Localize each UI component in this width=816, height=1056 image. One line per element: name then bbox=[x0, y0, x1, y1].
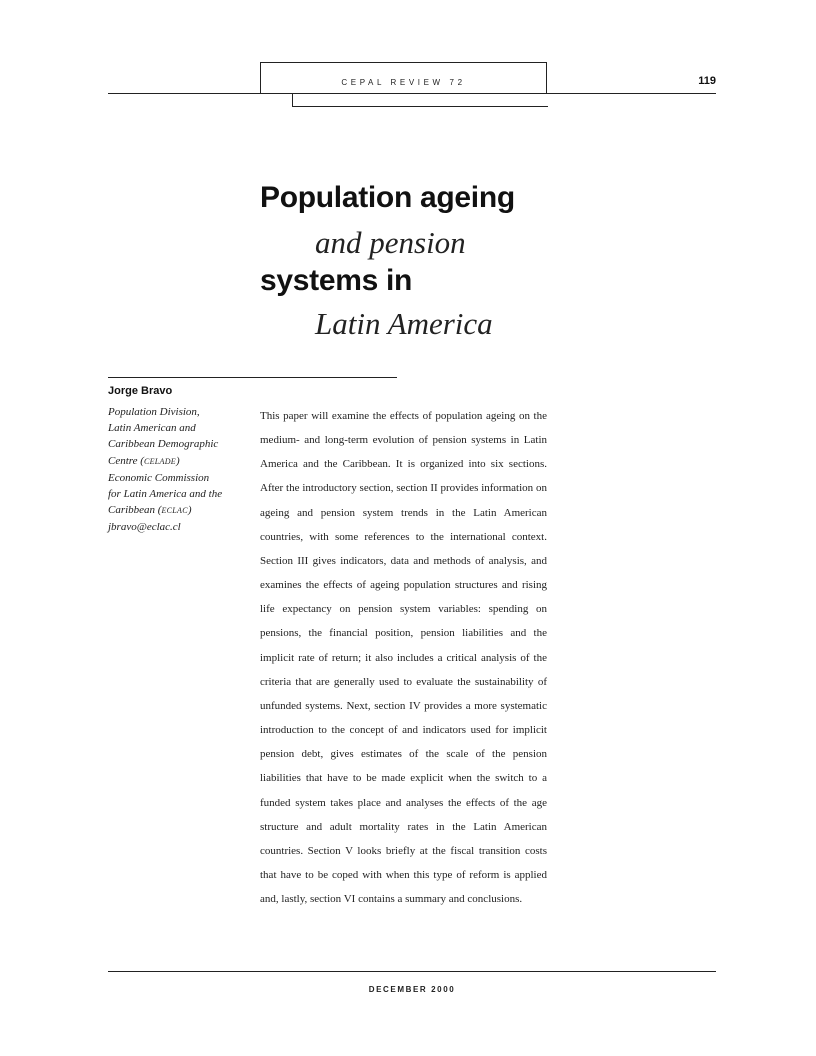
affiliation-acronym: ECLAC bbox=[161, 506, 188, 516]
affiliation-line: Economic Commission bbox=[108, 471, 210, 484]
author-email[interactable]: jbravo@eclac.cl bbox=[108, 521, 181, 534]
header-decoration-rule bbox=[292, 106, 548, 107]
footer-date: DECEMBER 2000 bbox=[368, 985, 456, 994]
affiliation-line bbox=[108, 453, 248, 470]
affiliation-line bbox=[108, 502, 248, 519]
title-line-3: systems in bbox=[260, 264, 413, 297]
affiliation-line: Caribbean Demographic bbox=[108, 438, 219, 451]
affiliation-line: for Latin America and the bbox=[108, 488, 223, 501]
affiliation-text: Centre ( bbox=[108, 454, 144, 467]
title-line-4: Latin America bbox=[315, 306, 493, 341]
affiliation-line: Population Division, bbox=[108, 406, 200, 418]
running-header: CEPAL REVIEW 72 bbox=[341, 78, 466, 87]
author-name: Jorge Bravo bbox=[108, 385, 173, 397]
author-affiliation bbox=[108, 404, 248, 536]
affiliation-text: ) bbox=[175, 454, 180, 467]
title-line-1: Population ageing bbox=[260, 181, 515, 214]
footer-rule bbox=[108, 971, 716, 972]
page-number: 119 bbox=[698, 75, 716, 87]
affiliation-text: Caribbean ( bbox=[108, 504, 162, 517]
affiliation-line: Latin American and bbox=[108, 422, 196, 435]
header-rule bbox=[108, 93, 716, 94]
abstract-text: This paper will examine the effects of population ageing on the medium- and long-term evolution of pension systems in Latin America and the Caribbean. It is organized into six sections. After the introductory section, section II provides information on ageing and pension system trends in the Latin American countries, with some references to the international context. Section III gives indicators, data and methods of analysis, and examines the effects of ageing population structures and rising life expectancy on pension system variables: spending on pensions, the financial position, pension liabilities and the implicit rate of return; it also includes a critical analysis of the criteria that are generally used to evaluate the sustainability of unfunded systems. Next, section IV provides a more systematic introduction to the concept of and indicators used for implicit pension debt, gives estimates of the scale of the pension liabilities that have to be made explicit when the switch to a funded system takes place and analyses the effects of the age structure and adult mortality rates in the Latin American countries. Section V looks briefly at the fiscal transition costs that have to be coped with when this type of reform is applied and, lastly, section VI contains a summary and conclusions. bbox=[260, 410, 547, 906]
affiliation-text: ) bbox=[187, 504, 192, 517]
author-rule bbox=[108, 377, 397, 378]
affiliation-acronym: CELADE bbox=[143, 456, 176, 466]
header-decoration bbox=[292, 93, 293, 106]
title-line-2: and pension bbox=[315, 225, 466, 260]
